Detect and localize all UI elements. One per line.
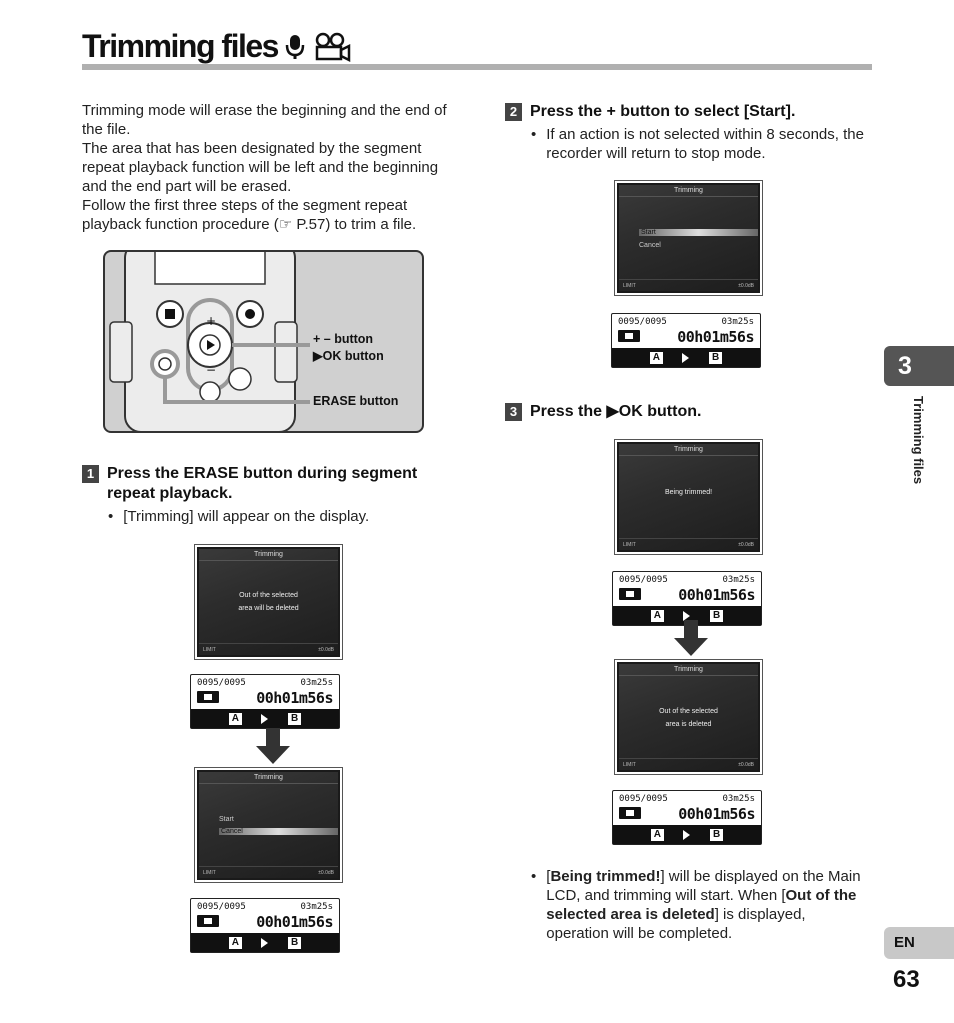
ab-segment-bar xyxy=(612,348,760,367)
step-1-heading xyxy=(82,464,422,504)
side-section-label xyxy=(910,396,930,546)
intro-paragraph: Follow the first three steps of the segment repeat playback function procedure (☞ P.57) to trim a file. xyxy=(82,197,417,233)
svg-text:−: − xyxy=(206,363,217,377)
page-title xyxy=(82,28,352,65)
segment-a: A xyxy=(229,937,242,949)
segment-b: B xyxy=(288,713,301,725)
page-number: 63 xyxy=(893,966,920,993)
screen-message: area is deleted xyxy=(665,721,712,728)
stop-icon xyxy=(619,807,641,819)
file-count: 0095/0095 xyxy=(619,794,668,804)
status-level: ±0.0dB xyxy=(738,541,754,548)
elapsed-time: 00h01m56s xyxy=(256,913,333,931)
erase-button-label: ERASE button xyxy=(313,394,399,408)
sub-lcd xyxy=(612,571,762,626)
sub-lcd xyxy=(612,790,762,845)
screen-header: Trimming xyxy=(199,549,338,561)
main-lcd-screen xyxy=(617,183,760,293)
language-tab: EN xyxy=(884,927,954,959)
file-count: 0095/0095 xyxy=(619,575,668,585)
status-level: ±0.0dB xyxy=(318,869,334,876)
intro-text xyxy=(82,101,454,234)
bullet-text: If an action is not selected within 8 seconds, the recorder will return to stop mode. xyxy=(546,126,864,162)
screen-message: Out of the selected xyxy=(659,708,718,715)
bullet-dot: • xyxy=(108,508,114,525)
segment-b: B xyxy=(709,352,722,364)
segment-b: B xyxy=(710,829,723,841)
status-limit: LIMIT xyxy=(203,869,216,876)
remaining-time: 03m25s xyxy=(722,575,755,585)
sub-lcd xyxy=(190,898,340,953)
step-2-heading xyxy=(505,102,875,122)
screen-message: area will be deleted xyxy=(238,605,299,612)
status-level: ±0.0dB xyxy=(738,282,754,289)
file-count: 0095/0095 xyxy=(618,317,667,327)
menu-cancel: Cancel xyxy=(639,242,661,249)
video-camera-icon xyxy=(312,32,352,62)
file-count: 0095/0095 xyxy=(197,902,246,912)
status-limit: LIMIT xyxy=(623,761,636,768)
status-limit: LIMIT xyxy=(203,646,216,653)
text-span: ] is displayed, operation will be completed. xyxy=(546,906,806,942)
intro-paragraph: The area that has been designated by the segment repeat playback function will be left and the beginning and the end part will be erased. xyxy=(82,140,439,195)
menu-start: Start xyxy=(219,816,234,823)
screen-message: Being trimmed! xyxy=(664,489,713,496)
screen-header: Trimming xyxy=(619,185,758,197)
text-span: ] will be displayed on the Main LCD, and trimming will start. When [ xyxy=(546,868,861,904)
step-1-bullet xyxy=(108,507,369,526)
segment-a: A xyxy=(651,610,664,622)
step-number: 3 xyxy=(505,403,522,421)
screen-status-bar xyxy=(199,643,338,655)
bullet-dot: • xyxy=(531,868,537,885)
intro-paragraph: Trimming mode will erase the beginning and the end of the file. xyxy=(82,102,447,138)
elapsed-time: 00h01m56s xyxy=(677,328,754,346)
svg-text:+: + xyxy=(206,314,217,328)
final-bullet xyxy=(531,867,866,943)
status-limit: LIMIT xyxy=(623,282,636,289)
ok-button-label: ▶OK button xyxy=(313,349,384,363)
screen-status-bar xyxy=(619,758,758,770)
step-3-text: Press the ▶OK button. xyxy=(530,403,702,420)
step-3-heading xyxy=(505,402,875,422)
remaining-time: 03m25s xyxy=(721,317,754,327)
segment-a: A xyxy=(650,352,663,364)
status-level: ±0.0dB xyxy=(318,646,334,653)
stop-icon xyxy=(618,330,640,342)
status-level: ±0.0dB xyxy=(738,761,754,768)
step-number: 2 xyxy=(505,103,522,121)
remaining-time: 03m25s xyxy=(300,902,333,912)
bullet-text xyxy=(546,867,866,943)
stop-icon xyxy=(197,915,219,927)
main-lcd-screen xyxy=(617,442,760,552)
step-2-text: Press the + button to select [Start]. xyxy=(530,103,796,120)
menu-cancel: Cancel xyxy=(219,828,338,835)
play-icon xyxy=(682,353,689,363)
screen-status-bar xyxy=(619,279,758,291)
page-title-text: Trimming files xyxy=(82,28,278,64)
screen-header: Trimming xyxy=(199,772,338,784)
sub-lcd xyxy=(190,674,340,729)
status-limit: LIMIT xyxy=(623,541,636,548)
elapsed-time: 00h01m56s xyxy=(678,805,755,823)
segment-b: B xyxy=(288,937,301,949)
sub-lcd xyxy=(611,313,761,368)
play-icon xyxy=(261,938,268,948)
menu-start: Start xyxy=(639,229,758,236)
ab-segment-bar xyxy=(191,709,339,728)
remaining-time: 03m25s xyxy=(722,794,755,804)
main-lcd-screen xyxy=(197,770,340,880)
bullet-text: [Trimming] will appear on the display. xyxy=(123,508,370,525)
stop-icon xyxy=(197,691,219,703)
elapsed-time: 00h01m56s xyxy=(678,586,755,604)
screen-status-bar xyxy=(619,538,758,550)
bullet-dot: • xyxy=(531,126,537,143)
bold-span: Out of the selected area is deleted xyxy=(546,887,857,923)
segment-a: A xyxy=(229,713,242,725)
screen-status-bar xyxy=(199,866,338,878)
side-section-text: Trimming files xyxy=(911,396,926,485)
text-span: [ xyxy=(546,868,551,885)
elapsed-time: 00h01m56s xyxy=(256,689,333,707)
segment-a: A xyxy=(651,829,664,841)
screen-header: Trimming xyxy=(619,664,758,676)
screen-header: Trimming xyxy=(619,444,758,456)
bold-span: Being trimmed! xyxy=(550,868,661,885)
down-arrow-icon xyxy=(256,728,290,766)
segment-b: B xyxy=(710,610,723,622)
play-icon xyxy=(683,830,690,840)
main-lcd-screen xyxy=(617,662,760,772)
plus-minus-button-label: + – button xyxy=(313,332,374,346)
down-arrow-icon xyxy=(674,620,708,658)
chapter-tab: 3 xyxy=(884,346,954,386)
step-number: 1 xyxy=(82,465,99,483)
play-icon xyxy=(261,714,268,724)
microphone-icon xyxy=(284,33,306,61)
step-2-bullet xyxy=(531,125,871,163)
screen-message: Out of the selected xyxy=(239,592,298,599)
device-illustration xyxy=(103,250,424,433)
ab-segment-bar xyxy=(613,825,761,844)
ab-segment-bar xyxy=(191,933,339,952)
file-count: 0095/0095 xyxy=(197,678,246,688)
remaining-time: 03m25s xyxy=(300,678,333,688)
stop-icon xyxy=(619,588,641,600)
step-1-text: Press the ERASE button during segment repeat playback. xyxy=(107,465,418,502)
main-lcd-screen xyxy=(197,547,340,657)
title-rule xyxy=(82,64,872,70)
play-icon xyxy=(683,611,690,621)
